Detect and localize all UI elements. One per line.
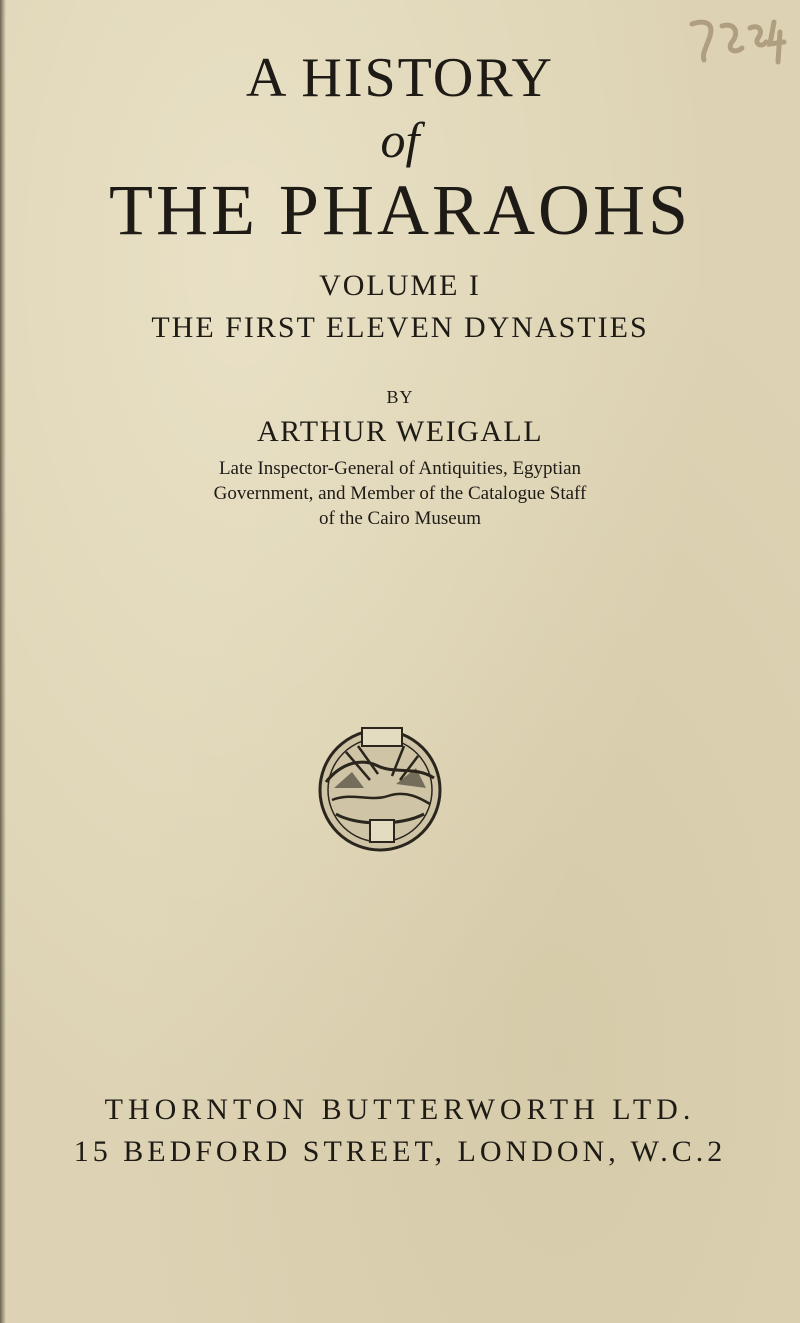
author-credential-line: Late Inspector-General of Antiquities, Egyptian bbox=[218, 458, 582, 479]
volume-number: VOLUME I bbox=[319, 269, 481, 302]
publisher-device-emblem bbox=[312, 722, 448, 854]
title-line-history: A HISTORY bbox=[246, 47, 554, 109]
publisher-name: THORNTON BUTTERWORTH LTD. bbox=[104, 1093, 696, 1126]
by-line: BY bbox=[386, 387, 414, 407]
title-line-of: of bbox=[380, 112, 420, 168]
publisher-address: 15 BEDFORD STREET, LONDON, W.C.2 bbox=[73, 1135, 727, 1168]
title-line-pharaohs: THE PHARAOHS bbox=[108, 170, 692, 250]
author-credential-line: Government, and Member of the Catalogue Staff bbox=[213, 483, 587, 504]
author-name: ARTHUR WEIGALL bbox=[256, 415, 544, 448]
author-credential-line: of the Cairo Museum bbox=[318, 508, 481, 529]
volume-subtitle: THE FIRST ELEVEN DYNASTIES bbox=[151, 311, 649, 344]
